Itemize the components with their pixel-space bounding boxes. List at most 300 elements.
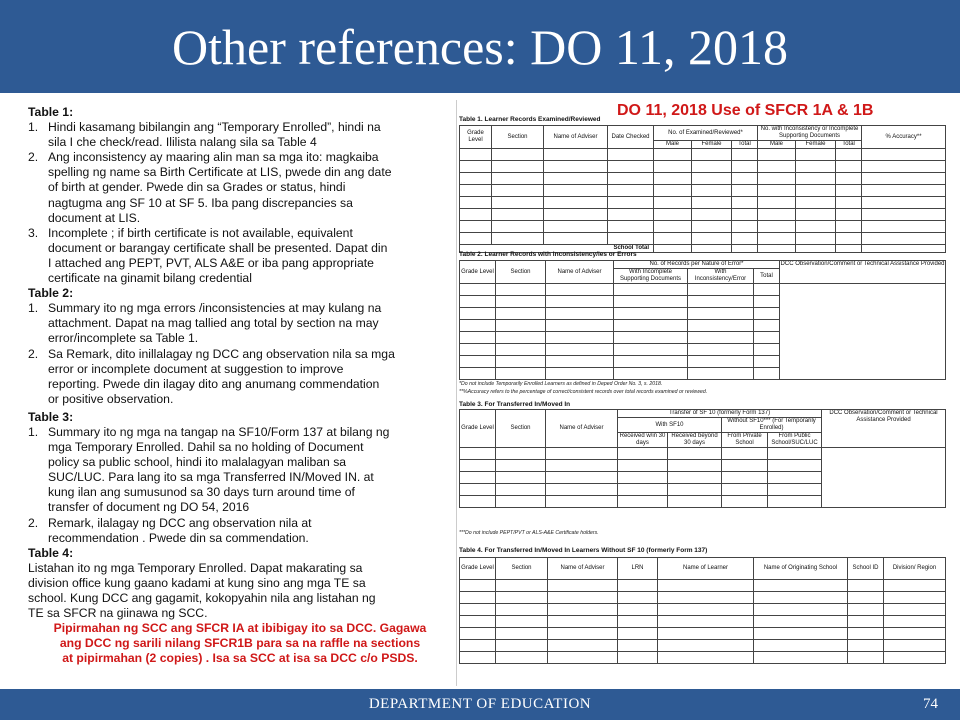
table-row [460,580,946,592]
table-cell [658,640,754,652]
table-cell [722,496,768,508]
form-heading: DO 11, 2018 Use of SFCR 1A & 1B [617,102,874,119]
table-cell [546,332,614,344]
table-row [460,616,946,628]
table-cell [548,652,618,664]
header-cell: Division/ Region [884,558,946,580]
table-row [460,628,946,640]
text-line: Summary ito ng mga na tangap na SF10/Form 137 at bilang ng [48,424,390,439]
table-cell [618,460,668,472]
table-cell [618,580,658,592]
table-cell [618,604,658,616]
table-cell [862,173,946,185]
title-banner [0,0,960,93]
header-cell: No. with Inconsistency or Incomplete Supporting Documents [758,126,862,141]
table-cell [492,233,544,245]
table-row [460,209,946,221]
table-cell [546,472,618,484]
header-cell: With SF10 [618,418,722,433]
slide-title: Other references: DO 11, 2018 [172,19,788,75]
table-cell [492,197,544,209]
table-cell [796,233,836,245]
table-cell [758,173,796,185]
table-cell [496,448,546,460]
table-row [460,161,946,173]
table-cell [496,580,548,592]
header-cell: Total [754,269,780,284]
header-cell: Male [758,141,796,149]
table-cell [548,640,618,652]
table4-caption: Table 4. For Transferred In/Moved In Learners Without SF 10 (formerly Form 137) [459,547,708,554]
table-cell [654,209,692,221]
text-line: kung ilan ang sumusunod sa 30 days turn around time of [48,485,355,500]
footer-bar [0,689,960,720]
table1-caption: Table 1. Learner Records Examined/Reviewed [459,116,601,123]
header-cell: Grade Level [460,261,496,284]
header-cell: % Accuracy** [862,126,946,149]
table-cell [732,209,758,221]
header-cell: DCC Observation/Comment or Technical Assistance Provided [822,410,946,448]
table-cell [654,149,692,161]
table-cell [692,161,732,173]
table-cell [722,448,768,460]
table-cell [796,185,836,197]
text-line: Listahan ito ng mga Temporary Enrolled. Dapat makarating sa [28,560,363,575]
table-cell [688,296,754,308]
table-cell [658,580,754,592]
table-cell [544,221,608,233]
table-cell [796,197,836,209]
table-cell [668,460,722,472]
table-cell [496,592,548,604]
table-cell [618,628,658,640]
text-line: document at LIS. [48,210,141,225]
table-cell [754,368,780,380]
header-cell: From Private School [722,433,768,448]
table-cell [658,628,754,640]
table-cell [796,149,836,161]
item-number: 1. [28,424,39,439]
table-cell [460,616,496,628]
table-cell [460,496,496,508]
table-cell [688,320,754,332]
table-cell [614,356,688,368]
table-cell [692,197,732,209]
header-cell: Name of Adviser [546,410,618,448]
table-cell [836,233,862,245]
table-cell [884,592,946,604]
table-cell [796,173,836,185]
table4-grid [459,557,946,664]
table-cell [460,308,496,320]
table-cell [754,332,780,344]
table1-heading: Table 1: [28,105,74,119]
table-cell [496,296,546,308]
table-cell [768,484,822,496]
table-cell [460,628,496,640]
table-cell [754,296,780,308]
table-cell [848,580,884,592]
table-cell [654,161,692,173]
table2-caption: Table 2. Learner Records with Inconsistency/ies or Errors [459,251,637,258]
table-cell [732,233,758,245]
text-line: reporting. Pwede din ilagay dito ang anumang commendation [48,376,380,391]
table-cell [758,149,796,161]
table-cell [692,173,732,185]
table-cell [732,197,758,209]
header-cell: Section [496,261,546,284]
table-cell [548,604,618,616]
table-cell [546,356,614,368]
footer-label: DEPARTMENT OF EDUCATION [368,696,592,712]
table-row [460,149,946,161]
table-cell [544,209,608,221]
header-cell: LRN [618,558,658,580]
table-row [460,448,946,460]
text-line: Incomplete ; if birth certificate is not available, equivalent [48,225,353,240]
header-cell: Date Checked [608,126,654,149]
table-cell [460,484,496,496]
table-cell [796,161,836,173]
text-line: spelling ng name sa Birth Certificate at LIS, pwede din ang date [48,165,392,180]
table-cell [654,221,692,233]
table-cell [614,332,688,344]
table-cell [496,320,546,332]
table-cell [460,640,496,652]
header-cell: Grade Level [460,410,496,448]
table-cell [496,356,546,368]
table-row [460,284,946,296]
text-line: Ang inconsistency ay maaring alin man sa mga ito: magkaiba [48,150,379,165]
header-cell: Name of Learner [658,558,754,580]
table-cell [618,472,668,484]
table-cell [884,652,946,664]
table-cell [848,640,884,652]
header-cell: Without SF10*** (For Temporarily Enrolled) [722,418,822,433]
table2-note: *Do not include Temporarily Enrolled Learners as defined in Deped Order No. 3, s. 2018. [459,381,663,387]
table-cell [496,284,546,296]
page-number: 74 [923,696,938,712]
table-cell [862,185,946,197]
item-number: 1. [28,301,39,316]
table-cell [758,185,796,197]
table-cell [658,592,754,604]
table-cell [614,344,688,356]
text-line: nagtugma ang SF 10 at SF 5. Iba pang discrepancies sa [48,195,353,210]
header-cell: Section [492,126,544,149]
text-line: sila I che check/read. Ililista nalang sila sa Table 4 [48,135,317,150]
table-cell [496,460,546,472]
text-line: error or incomplete document at suggestion to improve [48,361,344,376]
table3-item-2 [28,516,452,546]
table-cell [460,580,496,592]
table-row [460,592,946,604]
table-cell [546,460,618,472]
table-cell [608,161,654,173]
table-cell [732,173,758,185]
table-cell [768,448,822,460]
table-cell [668,484,722,496]
header-cell: Grade Level [460,126,492,149]
table-cell [754,604,848,616]
table-cell [862,221,946,233]
table-cell [768,496,822,508]
table-cell [658,604,754,616]
table-cell [544,185,608,197]
header-cell: Female [796,141,836,149]
table-cell [862,209,946,221]
table-cell [496,484,546,496]
table-cell [658,652,754,664]
table-cell [848,592,884,604]
table-cell [460,221,492,233]
header-cell: Section [496,410,546,448]
table-row [460,233,946,245]
table3-caption: Table 3. For Transferred In/Moved In [459,401,571,408]
table-cell [460,472,496,484]
header-cell: From Public School/SUC/LUC [768,433,822,448]
table-cell [692,233,732,245]
table-cell [608,233,654,245]
table-cell [496,652,548,664]
table-cell [836,185,862,197]
table-cell [758,197,796,209]
item-number: 3. [28,225,39,240]
table-cell [614,296,688,308]
table-cell [460,368,496,380]
table-cell [460,185,492,197]
text-line: error/incomplete sa Table 1. [48,331,199,346]
table1-item-1 [28,120,452,150]
table-cell [848,628,884,640]
table-cell [758,221,796,233]
item-number: 2. [28,150,39,165]
table-cell [618,448,668,460]
table-cell [546,448,618,460]
table-row [460,604,946,616]
table-cell [492,149,544,161]
text-line: mga Temporary Enrolled. Dahil sa no holding of Document [48,440,364,455]
table-cell [608,221,654,233]
table-cell [722,460,768,472]
table-cell [460,161,492,173]
header-cell: With Inconsistency/Error [688,269,754,284]
table-cell [546,320,614,332]
table-cell [546,284,614,296]
table-cell [688,344,754,356]
table-cell [836,173,862,185]
table-cell [692,209,732,221]
table2-heading: Table 2: [28,286,74,301]
text-line: TE sa SFCR na giinawa ng SCC. [28,606,208,621]
header-cell: Total [732,141,758,149]
table3-heading: Table 3: [28,409,74,424]
table2-item-2 [28,347,452,407]
table-cell [496,368,546,380]
table4-heading: Table 4: [28,545,74,560]
item-number: 2. [28,346,39,361]
table-cell [668,448,722,460]
table-cell [688,356,754,368]
text-line: certificate na ginamit bilang credential [48,271,252,286]
table-cell [460,320,496,332]
table-cell [654,197,692,209]
header-cell: Transfer of SF 10 (formerly Form 137) [618,410,822,418]
table-row [460,221,946,233]
table-cell [492,185,544,197]
table-cell [618,652,658,664]
table-cell [496,604,548,616]
table-cell [544,149,608,161]
table-cell [732,185,758,197]
table-cell [548,592,618,604]
text-line: Summary ito ng mga errors /inconsistencies at may kulang na [48,301,382,316]
table-cell [492,209,544,221]
text-line: transfer of document ng DO 54, 2016 [48,500,250,515]
comment-cell [822,448,946,508]
text-line: Sa Remark, dito inillalagay ng DCC ang observation nila sa mga [48,346,395,361]
table-cell [492,161,544,173]
table-cell [862,197,946,209]
table-cell [548,580,618,592]
table-cell [754,652,848,664]
table2-grid [459,260,946,380]
table-cell [754,592,848,604]
table-cell [754,320,780,332]
table-cell [460,592,496,604]
table-cell [732,221,758,233]
table-cell [692,185,732,197]
table-cell [618,592,658,604]
table-cell [608,197,654,209]
red-note-line: at pipirmahan (2 copies) . Isa sa SCC at isa sa DCC c/o PSDS. [62,651,418,666]
table-cell [618,616,658,628]
header-cell: Male [654,141,692,149]
table-cell [848,604,884,616]
sfcr-form-panel [456,100,947,686]
table-cell [722,472,768,484]
table-cell [608,173,654,185]
table-cell [692,149,732,161]
table-cell [460,652,496,664]
table-cell [460,448,496,460]
table-cell [658,616,754,628]
table-cell [614,308,688,320]
table-cell [688,368,754,380]
table-cell [608,209,654,221]
table-cell [754,308,780,320]
table1-item-3 [28,226,452,286]
table1-grid [459,125,946,253]
table-cell [836,221,862,233]
table-cell [758,233,796,245]
table-cell [754,344,780,356]
table2-item-1 [28,301,452,346]
table-cell [546,368,614,380]
table-cell [884,640,946,652]
table-cell [758,209,796,221]
table-cell [732,161,758,173]
table-cell [862,161,946,173]
table-cell [460,460,496,472]
table2-note: **%Accuracy refers to the percentage of correct/consistent records over total records examined or reviewed. [459,389,708,395]
table-cell [548,616,618,628]
header-cell: DCC Observation/Comment or Technical Assistance Provided [780,261,946,284]
table-cell [754,640,848,652]
table-cell [544,161,608,173]
header-cell: Name of Adviser [544,126,608,149]
table-cell [884,604,946,616]
table3-item-1 [28,425,452,516]
table-cell [618,484,668,496]
table-cell [688,308,754,320]
text-line: attachment. Dapat na mag tallied ang total by section na may [48,316,379,331]
table-cell [668,496,722,508]
table-cell [654,233,692,245]
table-row [460,185,946,197]
table-cell [848,652,884,664]
table-cell [754,616,848,628]
table-cell [768,472,822,484]
table-cell [654,173,692,185]
table-cell [496,496,546,508]
table-cell [754,356,780,368]
table-cell [836,197,862,209]
table-cell [544,233,608,245]
table-cell [460,149,492,161]
table-cell [836,161,862,173]
table-cell [608,149,654,161]
table-cell [618,640,658,652]
header-cell: Received beyond 30 days [668,433,722,448]
text-line: school. Kung DCC ang gagamit, kokopyahin nila ang listahan ng [28,591,376,605]
table-cell [544,197,608,209]
table-cell [758,161,796,173]
table-cell [496,308,546,320]
table-cell [614,320,688,332]
text-line: I attached ang PEPT, PVT, ALS A&E or iba pang appropriate [48,255,374,270]
text-line: Remark, ilalagay ng DCC ang observation nila at [48,515,312,530]
table-cell [884,628,946,640]
text-line: document or barangay certificate shall be presented. Dapat din [48,240,388,255]
header-cell: Name of Adviser [546,261,614,284]
table-cell [754,628,848,640]
table-cell [460,344,496,356]
table-cell [688,332,754,344]
table-cell [732,149,758,161]
table-cell [496,628,548,640]
table-cell [768,460,822,472]
header-cell: Total [836,141,862,149]
table-cell [614,284,688,296]
table-cell [460,209,492,221]
table-cell [836,209,862,221]
table-cell [692,221,732,233]
table-cell [544,173,608,185]
table-cell [862,233,946,245]
table-row [460,173,946,185]
table-cell [848,616,884,628]
header-cell: Female [692,141,732,149]
table-cell [460,604,496,616]
table-cell [492,221,544,233]
table3-note: ***Do not include PEPT/PVT or ALS-A&E Certificate holders. [459,530,599,536]
table-cell [614,368,688,380]
table-cell [548,628,618,640]
text-line: SUC/LUC. Para lang ito sa mga Transferred IN/Moved IN. at [48,470,374,485]
table-cell [492,173,544,185]
table-cell [668,472,722,484]
